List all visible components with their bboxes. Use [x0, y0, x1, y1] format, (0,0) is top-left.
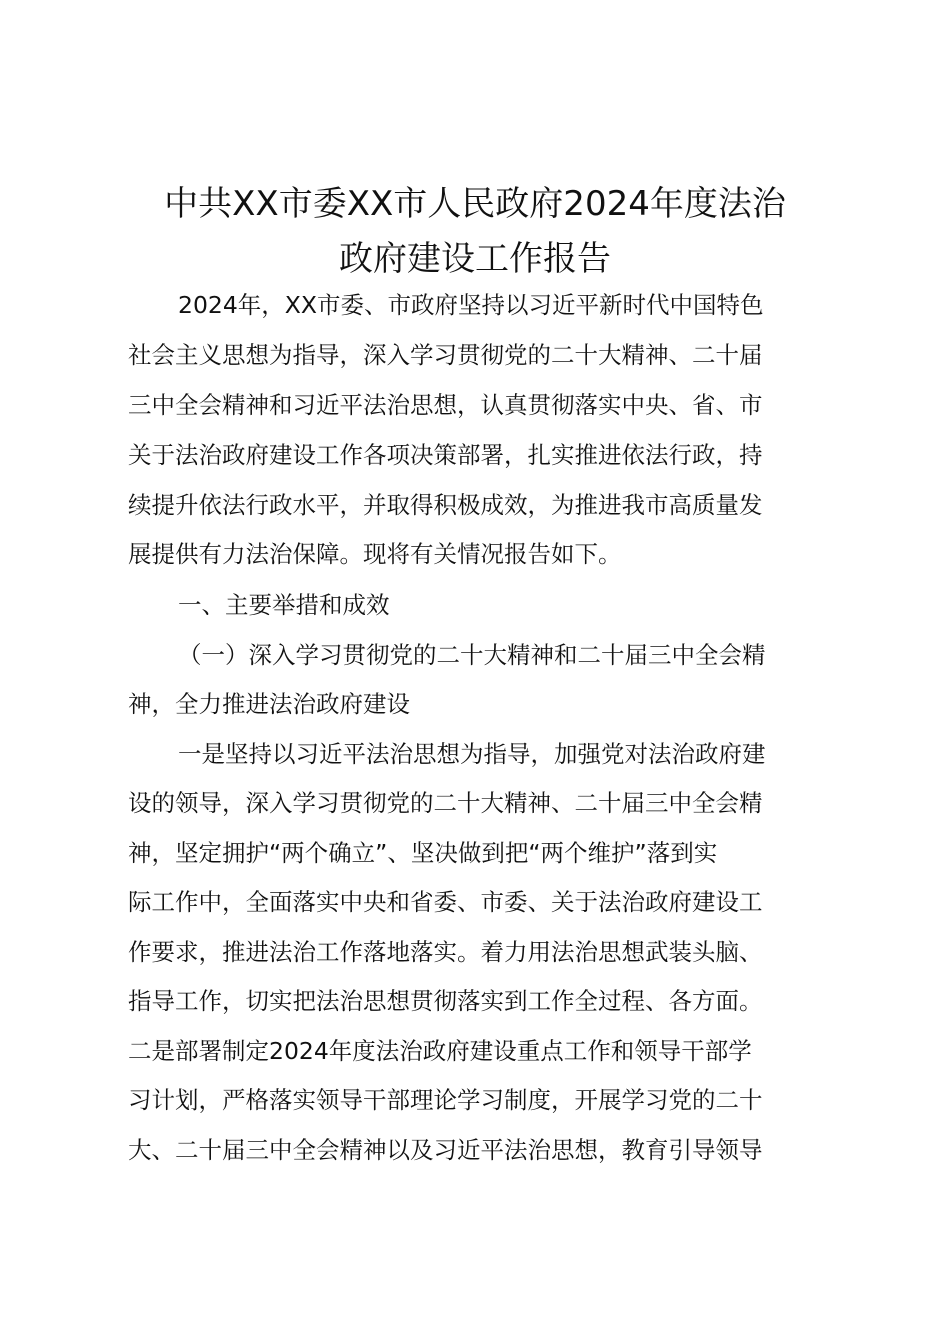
body-line: 作要求，推进法治工作落地落实。着力用法治思想武装头脑、 [128, 938, 763, 966]
subsection-heading-cont: 神，全力推进法治政府建设 [128, 690, 410, 718]
document-title [120, 177, 830, 287]
title-line-1: 中共XX市委XX市人民政府2024年度法治 [164, 184, 786, 224]
section-heading: 一、主要举措和成效 [178, 591, 390, 619]
body-line: 大、二十届三中全会精神以及习近平法治思想，教育引导领导 [128, 1136, 763, 1164]
subsection-heading: （一）深入学习贯彻党的二十大精神和二十届三中全会精 [178, 641, 766, 669]
body-line: 三中全会精神和习近平法治思想，认真贯彻落实中央、省、市 [128, 391, 763, 419]
body-line: 续提升依法行政水平，并取得积极成效，为推进我市高质量发 [128, 491, 763, 519]
body-line: 一是坚持以习近平法治思想为指导，加强党对法治政府建 [178, 740, 766, 768]
body-line: 习计划，严格落实领导干部理论学习制度，开展学习党的二十 [128, 1086, 763, 1114]
title-line-2: 政府建设工作报告 [339, 239, 611, 279]
body-line: 神，坚定拥护“两个确立”、坚决做到把“两个维护”落到实 [128, 839, 718, 867]
body-line: 展提供有力法治保障。现将有关情况报告如下。 [128, 540, 622, 568]
body-line: 设的领导，深入学习贯彻党的二十大精神、二十届三中全会精 [128, 789, 763, 817]
body-line: 指导工作，切实把法治思想贯彻落实到工作全过程、各方面。 [128, 987, 763, 1015]
body-line: 际工作中，全面落实中央和省委、市委、关于法治政府建设工 [128, 888, 763, 916]
body-line: 社会主义思想为指导，深入学习贯彻党的二十大精神、二十届 [128, 341, 763, 369]
body-line: 关于法治政府建设工作各项决策部署，扎实推进依法行政，持 [128, 441, 763, 469]
body-line: 2024年，XX市委、市政府坚持以习近平新时代中国特色 [178, 291, 764, 319]
body-line: 二是部署制定2024年度法治政府建设重点工作和领导干部学 [128, 1037, 752, 1065]
